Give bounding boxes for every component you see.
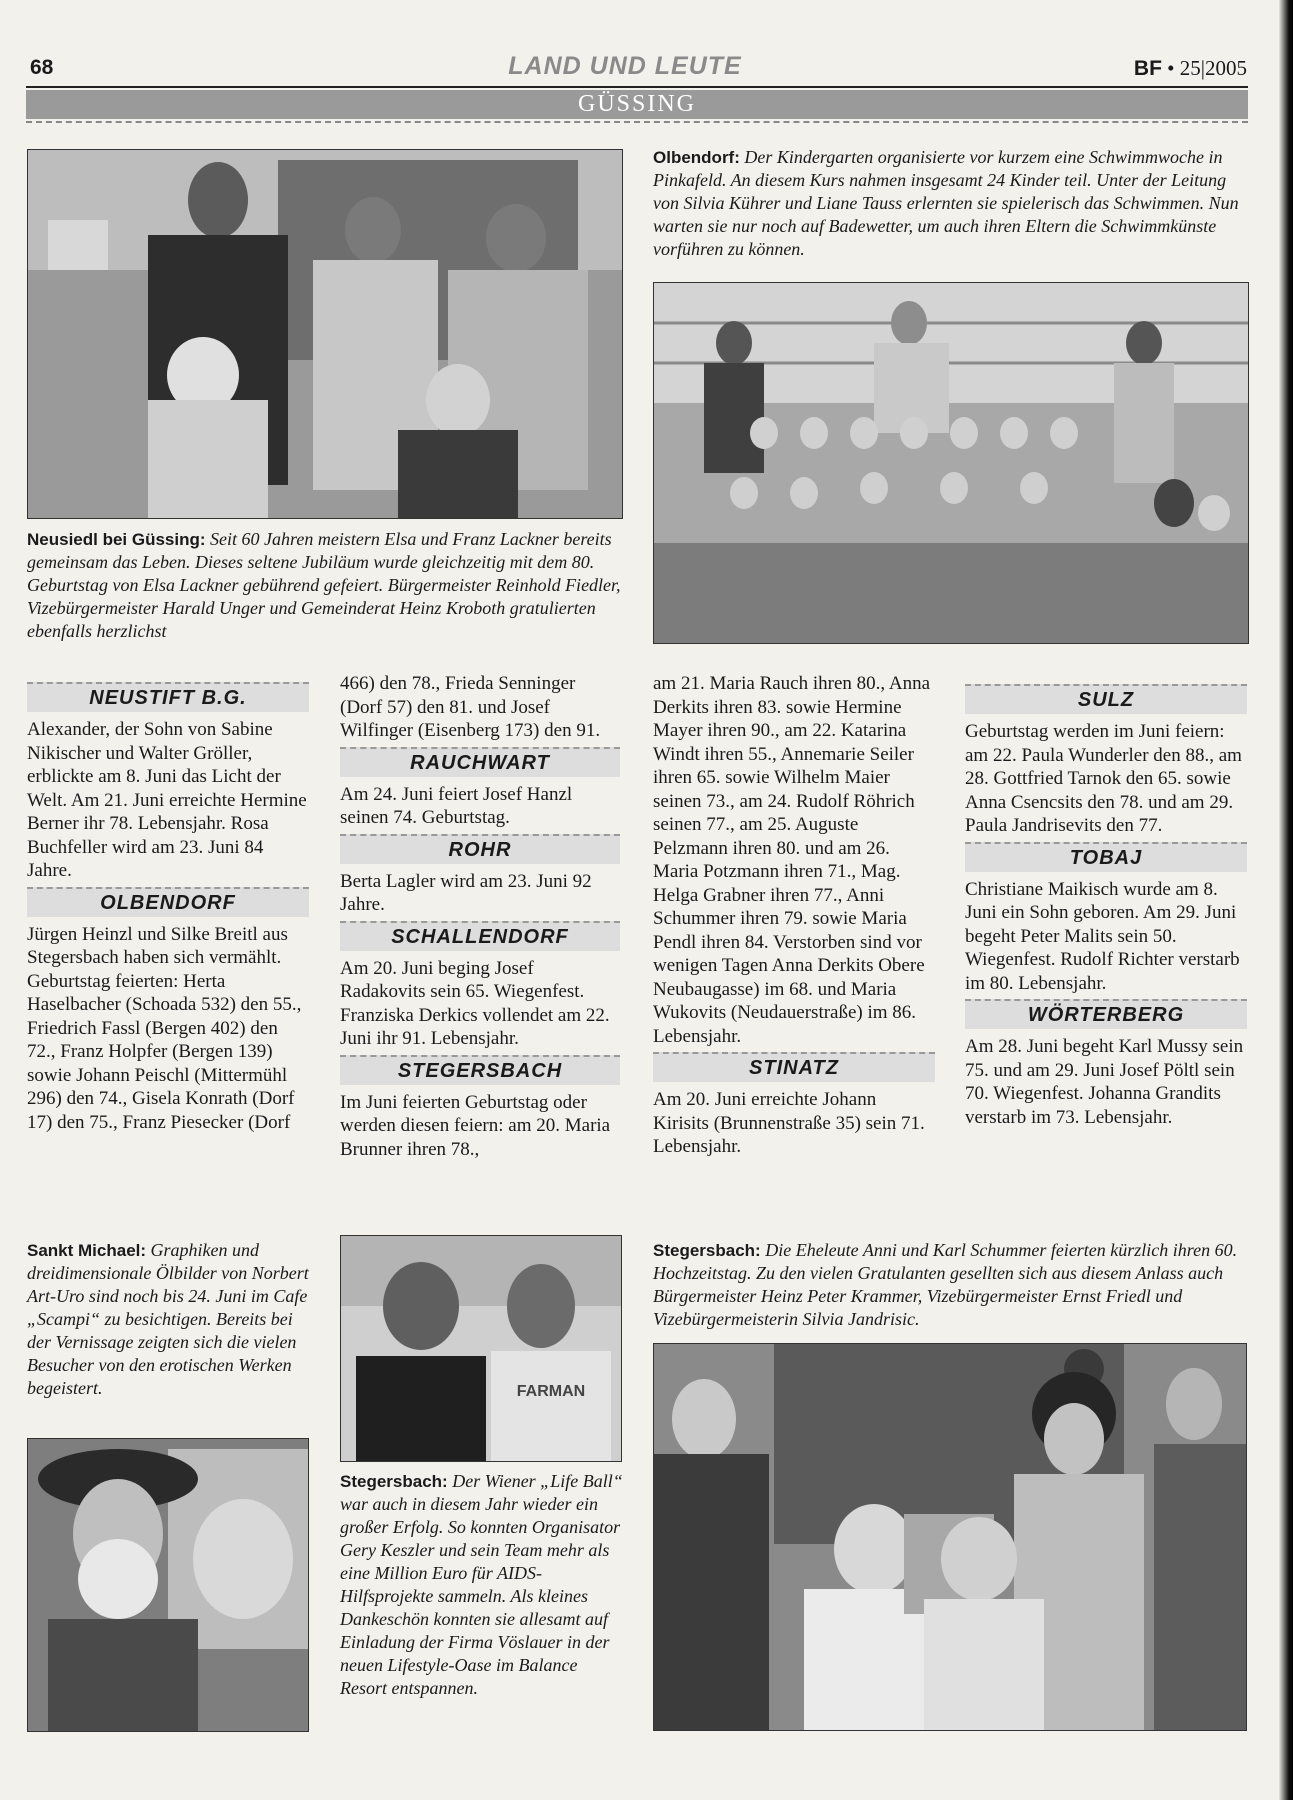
issue-info xyxy=(1134,56,1247,81)
text-olbendorf: Jürgen Heinzl und Silke Breitl aus Stegersbach haben sich vermählt. Geburtstag feierten: Herta Haselbacher (Schoada 532) den 55., Friedrich Fassl (Bergen 402) den 72., Franz Holpfer (Bergen 139) sowie Johann Peischl (Mittermühl 296) den 74., Gisela Konrath (Dorf 17) den 75., Franz Piesecker (Dorf xyxy=(27,923,302,1133)
caption-sankt-michael xyxy=(27,1239,317,1400)
heading-rauchwart: RAUCHWART xyxy=(340,747,620,777)
text-stegersbach: Im Juni feierten Geburtstag oder werden diesen feiern: am 20. Maria Brunner ihren 78., xyxy=(340,1091,611,1160)
photo-stegersbach-wedding xyxy=(653,1343,1247,1731)
caption-stegersbach-wedding xyxy=(653,1239,1245,1331)
photo-neusiedl-group xyxy=(27,149,623,519)
issue-separator: • xyxy=(1167,56,1175,80)
photo-sankt-michael-artist xyxy=(27,1438,309,1732)
region-band: GÜSSING xyxy=(26,90,1248,119)
text-col2-continued: 466) den 78., Frieda Senninger (Dorf 57) den 81. und Josef Wilfinger (Eisenberg 173) den 91. xyxy=(340,673,601,741)
heading-neustift: NEUSTIFT B.G. xyxy=(27,682,309,712)
caption-text: Seit 60 Jahren meistern Elsa und Franz Lackner bereits gemeinsam das Leben. Dieses seltene Jubiläum wurde gleichzeitig mit dem 80. Geburtstag von Elsa Lackner gebührend gefeiert. Bürgermeister Reinhold Fiedler, Vizebürgermeister Harald Unger und Gemeinderat Heinz Kroboth gratulierten ebenfalls herzlichst xyxy=(27,529,621,641)
column-1 xyxy=(27,678,309,1134)
text-rauchwart: Am 24. Juni feiert Josef Hanzl seinen 74. Geburtstag. xyxy=(340,783,573,828)
heading-olbendorf: OLBENDORF xyxy=(27,887,309,917)
shirt-print: FARMAN xyxy=(516,1383,586,1400)
caption-location: Stegersbach: xyxy=(653,1241,761,1260)
caption-location: Neusiedl bei Güssing: xyxy=(27,530,206,549)
caption-text: Der Wiener „Life Ball“ war auch in diesem Jahr wieder ein großer Erfolg. So konnten Organisator Gery Keszler und sein Team mehr als eine Million Euro für AIDS-Hilfsprojekte sammeln. Als kleines Dankeschön konnten sie allesamt auf Einladung der Firma Vöslauer in der neuen Lifestyle-Oase im Balance Resort entspannen. xyxy=(340,1471,623,1698)
caption-location: Sankt Michael: xyxy=(27,1241,147,1260)
photo-stegersbach-lifeball xyxy=(340,1235,622,1462)
text-stinatz: Am 20. Juni erreichte Johann Kirisits (Brunnenstraße 35) sein 71. Lebensjahr. xyxy=(653,1089,925,1157)
caption-text: Der Kindergarten organisierte vor kurzem eine Schwimmwoche in Pinkafeld. An diesem Kurs nahmen insgesamt 24 Kinder teil. Unter der Leitung von Silvia Kührer und Liane Tauss erlernten sie spielerisch das Schwimmen. Nun warten sie nur noch auf Badewetter, um auch ihren Eltern die Schwimmkünste vorführen zu können. xyxy=(653,147,1239,259)
column-4 xyxy=(965,680,1247,1129)
text-sulz: Geburtstag werden im Juni feiern: am 22. Paula Wunderler den 88., am 28. Gottfried Tarnok den 65. sowie Anna Csencsits den 78. und am 29. Paula Jandrisevits den 77. xyxy=(965,721,1242,836)
text-worterberg: Am 28. Juni begeht Karl Mussy sein 75. und am 29. Juni Josef Pöltl sein 70. Wiegenfest. Johanna Grandits verstarb im 73. Lebensjahr. xyxy=(965,1036,1244,1128)
caption-olbendorf xyxy=(653,146,1245,261)
header-dash-line xyxy=(26,121,1248,123)
heading-worterberg: WÖRTERBERG xyxy=(965,999,1247,1029)
heading-tobaj: TOBAJ xyxy=(965,842,1247,872)
heading-schallendorf: SCHALLENDORF xyxy=(340,921,620,951)
heading-rohr: ROHR xyxy=(340,834,620,864)
text-tobaj: Christiane Maikisch wurde am 8. Juni ein Sohn geboren. Am 29. Juni begeht Peter Malits sein 50. Wiegenfest. Rudolf Richter verstarb im 80. Lebensjahr. xyxy=(965,878,1240,994)
issue-brand: BF xyxy=(1133,57,1162,80)
photo-olbendorf-swimming xyxy=(653,282,1249,644)
section-title: LAND UND LEUTE xyxy=(508,52,742,80)
text-col3-continued: am 21. Maria Rauch ihren 80., Anna Derkits ihren 83. sowie Hermine Mayer ihren 90., am 22. Katarina Windt ihren 55., Annemarie Seiler ihren 65. sowie Wilhelm Maier seinen 73., am 24. Rudolf Röhrich seinen 77., am 25. Auguste Pelzmann ihren 80. und am 26. Maria Potzmann ihren 71., Mag. Helga Grabner ihren 77., Anni Schummer ihren 79. sowie Maria Pendl ihren 84. Verstorben sind vor wenigen Tagen Anna Derkits Obere Neubaugasse) im 68. und Maria Wukovits (Neudauerstraße) im 86. Lebensjahr. xyxy=(653,673,931,1047)
text-schallendorf: Am 20. Juni beging Josef Radakovits sein 65. Wiegenfest. Franziska Derkics vollendet am 22. Juni ihr 91. Lebensjahr. xyxy=(340,957,610,1049)
column-2 xyxy=(340,672,620,1161)
header-rule xyxy=(26,86,1248,88)
heading-stegersbach: STEGERSBACH xyxy=(340,1055,620,1085)
text-neustift: Alexander, der Sohn von Sabine Nikischer und Walter Gröller, erblickte am 8. Juni das Licht der Welt. Am 21. Juni erreichte Hermine Berner ihr 78. Lebensjahr. Rosa Buchfeller wird am 23. Juni 84 Jahre. xyxy=(27,719,307,881)
page-binding-edge xyxy=(1279,0,1293,1800)
heading-sulz: SULZ xyxy=(965,684,1247,714)
caption-neusiedl xyxy=(27,528,627,643)
caption-stegersbach-lifeball xyxy=(340,1470,625,1700)
text-rohr: Berta Lagler wird am 23. Juni 92 Jahre. xyxy=(340,870,592,915)
issue-date: 25|2005 xyxy=(1179,56,1247,80)
caption-text: Die Eheleute Anni und Karl Schummer feierten kürzlich ihren 60. Hochzeitstag. Zu den vielen Gratulanten gesellten sich aus diesem Anlass auch Bürgermeister Heinz Peter Krammer, Vizebürgermeister Ernst Friedl und Vizebürgermeisterin Silvia Jandrisic. xyxy=(653,1240,1238,1329)
page-number: 68 xyxy=(30,56,54,79)
column-3 xyxy=(653,672,935,1159)
caption-text: Graphiken und dreidimensionale Ölbilder von Norbert Art-Uro sind noch bis 24. Juni im Cafe „Scampi“ zu besichtigen. Bereits bei der Vernissage zeigten sich die vielen Besucher von den erotischen Werken begeistert. xyxy=(27,1240,309,1398)
caption-location: Olbendorf: xyxy=(653,148,740,167)
caption-location: Stegersbach: xyxy=(340,1472,448,1491)
heading-stinatz: STINATZ xyxy=(653,1052,935,1082)
